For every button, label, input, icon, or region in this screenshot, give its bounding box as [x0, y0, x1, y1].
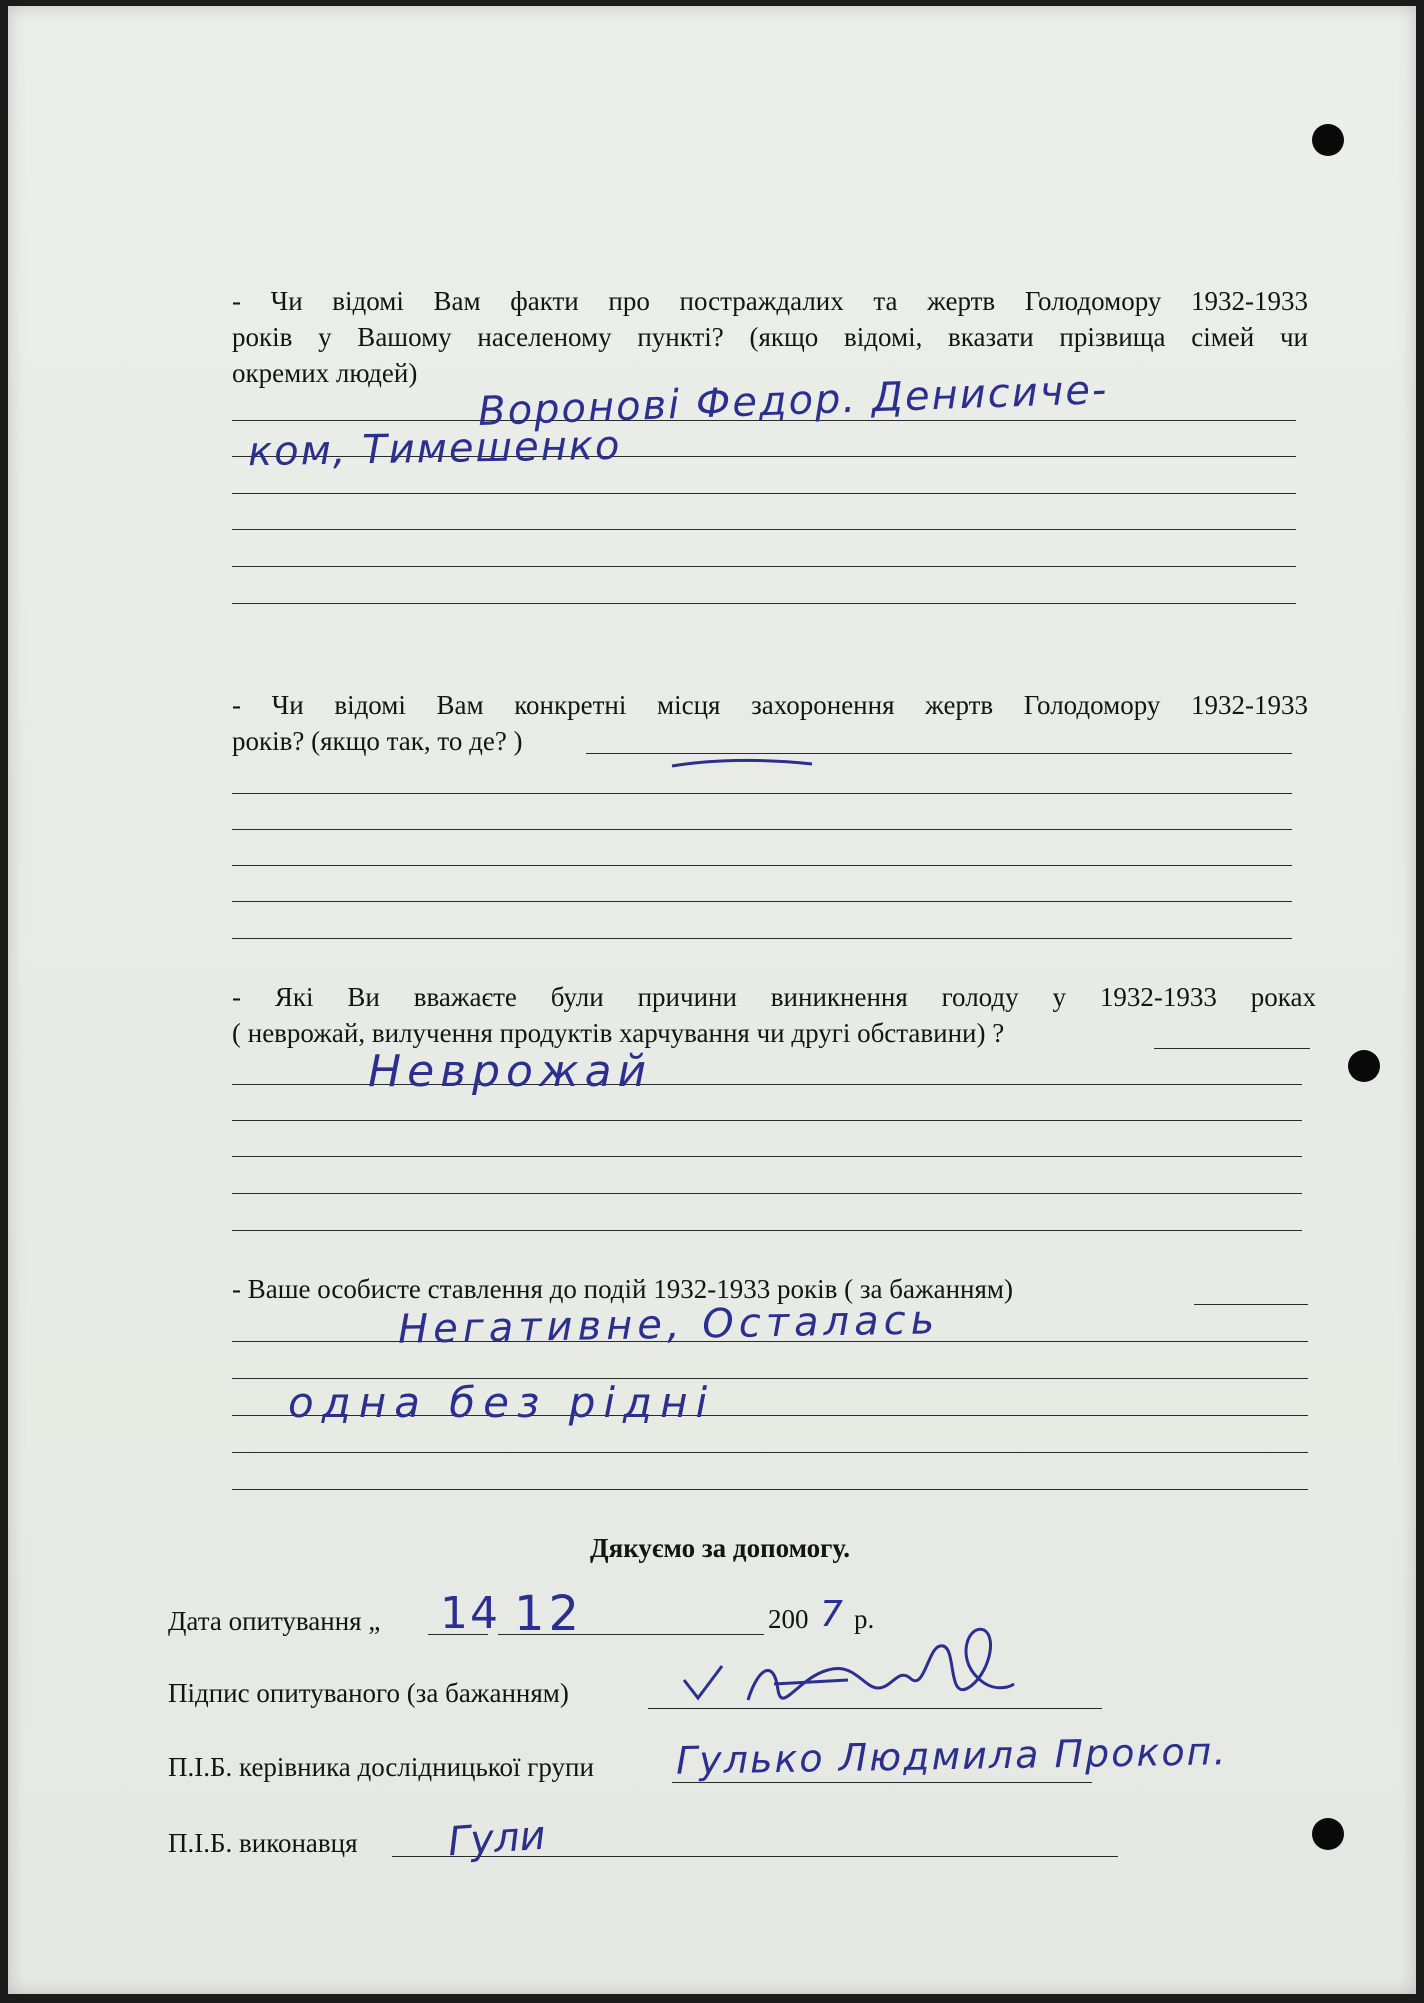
question-1-line-2: років у Вашому населеному пункті? (якщо відомі, вказати прізвища сімей чи: [232, 322, 1308, 352]
answer-line[interactable]: [232, 829, 1292, 830]
punch-hole-middle: [1348, 1050, 1380, 1082]
handwritten-answer-1-line-1: Воронові Федор. Денисиче-: [477, 367, 1110, 435]
answer-line[interactable]: [1154, 1048, 1310, 1049]
handwritten-answer-4-line-1: Негативне, Осталась: [397, 1297, 940, 1353]
answer-line[interactable]: [232, 603, 1296, 604]
answer-line[interactable]: [232, 529, 1296, 530]
handwritten-answer-3: Неврожай: [368, 1046, 653, 1097]
handwritten-answer-4-line-2: одна без рідні: [288, 1378, 716, 1427]
answer-line[interactable]: [232, 793, 1292, 794]
executor-signature: Гули: [446, 1812, 548, 1866]
punch-hole-bottom: [1312, 1818, 1344, 1850]
respondent-signature-label: Підпис опитуваного (за бажанням): [168, 1678, 569, 1708]
research-group-head-field[interactable]: [672, 1782, 1092, 1783]
answer-line[interactable]: [232, 1156, 1302, 1157]
handwritten-dash: [668, 754, 818, 774]
question-2-line-1: - Чи відомі Вам конкретні місця захоронення жертв Голодомору 1932-1933: [232, 690, 1308, 720]
answer-line[interactable]: [232, 865, 1292, 866]
respondent-signature: [678, 1618, 1018, 1718]
handwritten-answer-1-line-2: ком, Тимешенко: [247, 422, 622, 476]
answer-line[interactable]: [232, 493, 1296, 494]
executor-label: П.І.Б. виконавця: [168, 1828, 358, 1858]
thank-you-note: Дякуємо за допомогу.: [590, 1533, 850, 1563]
question-2-line-2: років? (якщо так, то де? ): [232, 726, 523, 756]
answer-line[interactable]: [232, 1230, 1302, 1231]
answer-line[interactable]: [232, 1452, 1308, 1453]
answer-line[interactable]: [232, 938, 1292, 939]
date-year-suffix: р.: [854, 1604, 875, 1634]
date-month-value: 12: [514, 1586, 584, 1642]
research-group-head-label: П.І.Б. керівника дослідницької групи: [168, 1752, 594, 1782]
date-day-value: 14: [440, 1588, 500, 1639]
date-year-prefix: 200: [768, 1604, 809, 1634]
question-3-line-2: ( неврожай, вилучення продуктів харчування чи другі обставини) ?: [232, 1018, 1005, 1048]
answer-line[interactable]: [232, 1120, 1302, 1121]
question-1-line-3: окремих людей): [232, 358, 418, 388]
answer-line[interactable]: [232, 1193, 1302, 1194]
answer-line[interactable]: [232, 1489, 1308, 1490]
punch-hole-top: [1312, 124, 1344, 156]
answer-line[interactable]: [232, 566, 1296, 567]
question-3-line-1: - Які Ви вважаєте були причини виникнення голоду у 1932-1933 роках: [232, 982, 1316, 1012]
research-group-head-value: Гулько Людмила Прокоп.: [675, 1729, 1228, 1783]
answer-line[interactable]: [232, 901, 1292, 902]
survey-date-label: Дата опитування „: [168, 1606, 381, 1636]
date-year-digit: 7: [820, 1594, 845, 1635]
questionnaire-page: [8, 6, 1416, 1994]
question-4-line-1: - Ваше особисте ставлення до подій 1932-1933 років ( за бажанням): [232, 1274, 1013, 1304]
answer-line[interactable]: [1194, 1304, 1308, 1305]
question-1-line-1: - Чи відомі Вам факти про постраждалих та жертв Голодомору 1932-1933: [232, 286, 1308, 316]
